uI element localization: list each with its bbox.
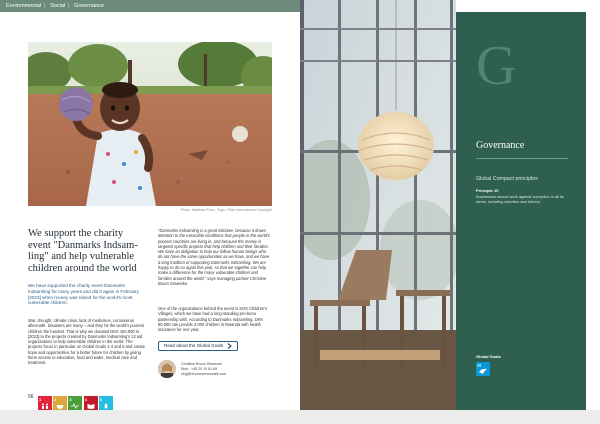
child-photo bbox=[28, 42, 272, 206]
article-body-left: War, drought, climate crisis, lack of medicines, coronavirus aftermath. Disasters are many – and they hit the world's poorest children the hardest. That is why we donated DKK 150,000 in [2023] to the projects created by Danmarks Indsamling's 12 aid organizations to help vulnerable children in the world. The projects focus in particular on Global Goals 1-4 and 6 and create hope and opportunities for a better future for children by giving them access to education, food and water, medical care and treatment. bbox=[28, 318, 145, 366]
avatar-image bbox=[158, 360, 176, 378]
bowl-icon bbox=[56, 403, 64, 409]
page-number: 56 bbox=[28, 394, 34, 400]
sdg-tile-6[interactable] bbox=[99, 396, 113, 410]
interior-photo bbox=[300, 0, 456, 410]
article-headline: We support the charity event "Danmarks Indsam-ling" and help vulnerable children around the world bbox=[28, 228, 138, 274]
child-photo-illustration bbox=[28, 42, 272, 206]
contact-info bbox=[181, 362, 226, 377]
governance-panel bbox=[456, 12, 586, 410]
breadcrumb: Environmental | Social | Governance bbox=[0, 0, 300, 12]
principle-text: Businesses should work against corruption in all its forms, including extortion and bribery. bbox=[476, 194, 564, 204]
heartbeat-icon bbox=[71, 403, 79, 409]
sdg-tile-4[interactable] bbox=[84, 396, 98, 410]
sdg-number: 4 bbox=[84, 397, 87, 402]
water-drop-icon bbox=[102, 403, 110, 409]
article-intro: We have supported the charity event Danmarks Indsamling for many years and did it again in February [2023] when money was raised for the world's most vulnerable children. bbox=[28, 283, 139, 306]
sdg-number: 2 bbox=[54, 397, 57, 402]
photo-credit: Photo: Matthew Poon. Togo / Plan International Copyright bbox=[180, 208, 272, 212]
avatar bbox=[158, 360, 176, 378]
sdg-number: 3 bbox=[69, 397, 72, 402]
sdg-tiles bbox=[38, 396, 113, 410]
contact-email[interactable]: cbg@bruunoverbunnelt.com bbox=[181, 371, 227, 376]
global-goals-label: Global Goals bbox=[476, 354, 501, 359]
breadcrumb-environmental[interactable]: Environmental bbox=[6, 3, 42, 9]
contact-mobile: Mob.: +45 20 10 61 69 bbox=[181, 366, 218, 371]
left-page bbox=[0, 0, 300, 410]
read-global-goals-label: Read about the Global Goals bbox=[164, 343, 224, 348]
breadcrumb-social[interactable]: Social bbox=[50, 3, 66, 9]
read-global-goals-button[interactable] bbox=[158, 341, 238, 351]
dove-icon bbox=[476, 362, 490, 376]
book-icon bbox=[87, 403, 95, 409]
article-quote: "Danmarks Indsamling is a great initiative, because it draws attention to the miserable conditions that people in the world's poorest countries are living in, and because the money is targeted specific projects that help children and their families. We have an obligation to help our fellow human beings who do not have the same opportunities as we have, and we have a long tradition of supporting Danmarks Indsamling. We are happy to do so again this year, so that we together can help make a difference for the many vulnerable children and families around the world," says managing partner Christine Bruun Gewecke. bbox=[158, 228, 270, 286]
breadcrumb-governance[interactable]: Governance bbox=[74, 3, 105, 9]
chevron-right-icon bbox=[227, 343, 232, 349]
section-letter: G bbox=[476, 35, 517, 97]
right-page bbox=[300, 0, 600, 410]
principles-subheading: Global Compact principles bbox=[476, 176, 538, 182]
section-title: Governance bbox=[476, 140, 525, 151]
contact-card bbox=[158, 360, 226, 378]
sdg-tile-2[interactable] bbox=[53, 396, 67, 410]
sdg-number: 1 bbox=[39, 397, 42, 402]
sdg-tile-1[interactable] bbox=[38, 396, 52, 410]
sdg-tile-3[interactable] bbox=[68, 396, 82, 410]
article-body-right: One of the organizations behind the event is SOS Children's Villages, which we have had a long-standing pro-bono partnership with. According to Danmarks Indsamling, DKK 90,000 can provide 2,000 children in Rwanda with health insurance for one year. bbox=[158, 306, 268, 333]
sdg-number: 16 bbox=[477, 363, 482, 368]
window-lamp-photo bbox=[300, 0, 456, 410]
contact-name: Christine Bruun Gewecke bbox=[181, 361, 222, 366]
principle-title: Principle 10 bbox=[476, 188, 499, 193]
sdg-number: 6 bbox=[99, 397, 102, 402]
sdg-tile-16[interactable] bbox=[476, 362, 490, 376]
people-icon bbox=[41, 403, 49, 409]
divider bbox=[476, 158, 568, 159]
